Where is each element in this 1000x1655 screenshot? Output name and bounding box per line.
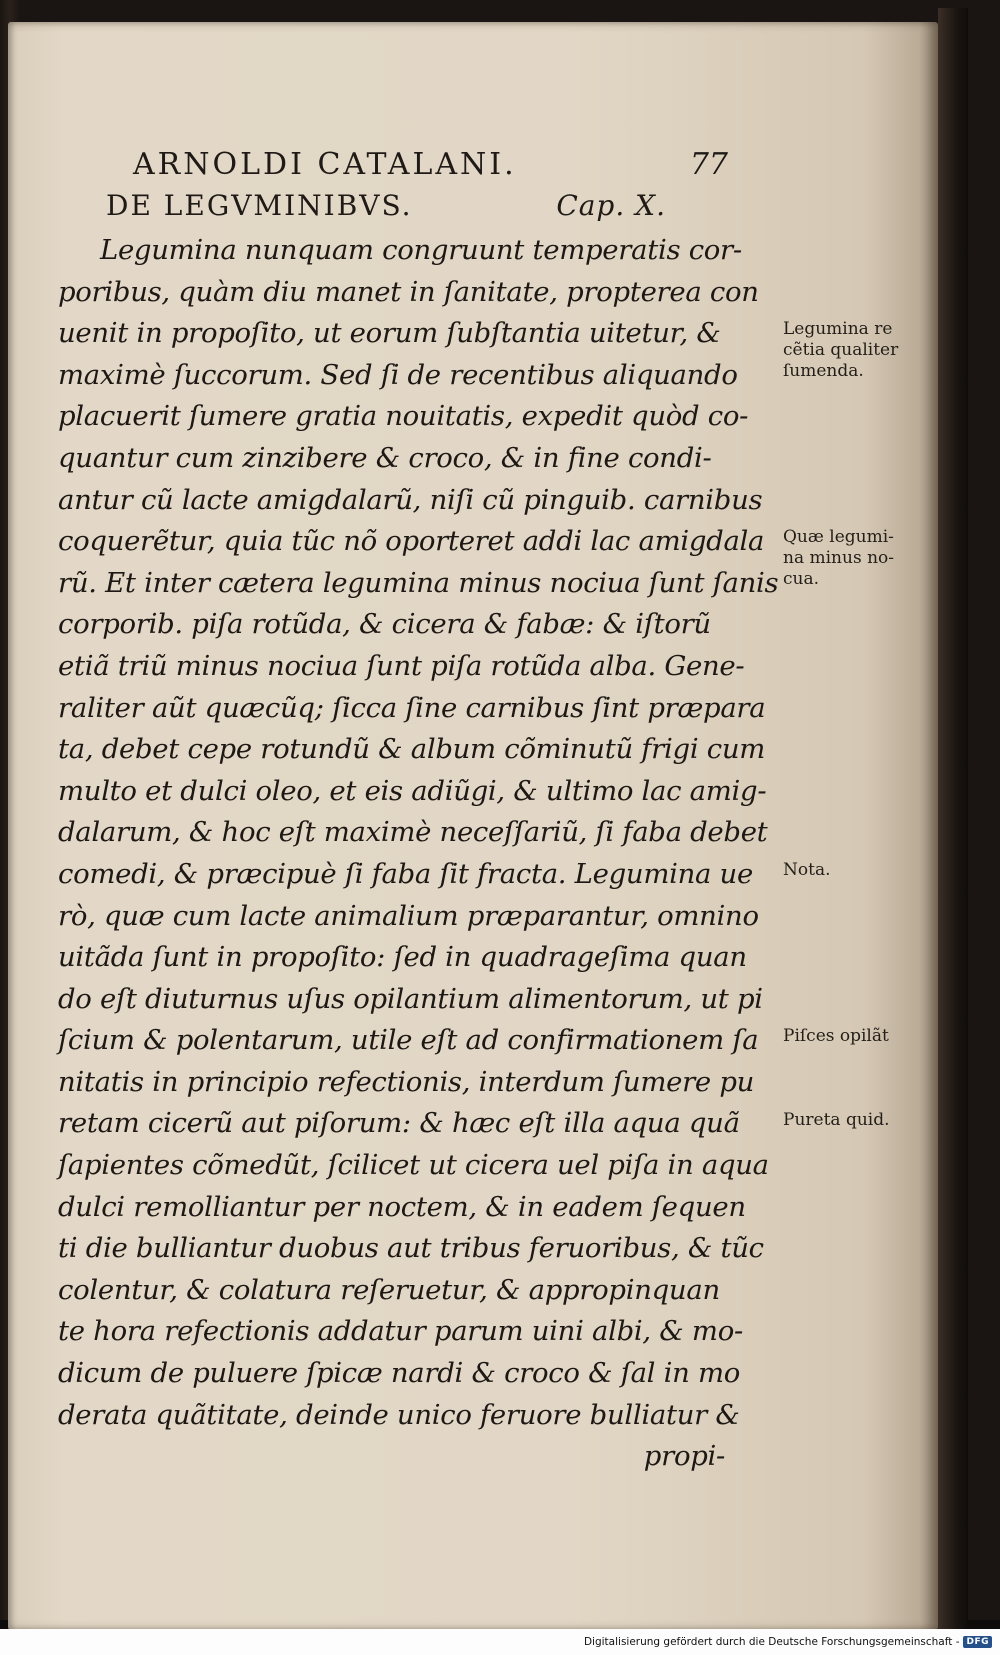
- text-line: raliter aũt quæcũq; ſicca ſine carnibus ſint præpara: [58, 691, 766, 724]
- text-line: colentur, & colatura reſeruetur, & appropinquan: [58, 1273, 720, 1306]
- text-line: do eſt diuturnus uſus opilantium alimentorum, ut pi: [58, 982, 763, 1015]
- text-line: coquerẽtur, quia tũc nõ oporteret addi lac amigdala: [58, 525, 765, 558]
- text-line: maximè ſuccorum. Sed ſi de recentibus aliquando: [58, 358, 738, 391]
- text-line: Legumina nunquam congruunt temperatis cor-: [100, 234, 742, 266]
- text-line: poribus, quàm diu manet in ſanitate, propterea con: [58, 275, 759, 308]
- text-line: dulci remolliantur per noctem, & in eadem ſequen: [58, 1190, 746, 1223]
- margin-note: Piſces opilãt: [783, 1026, 889, 1047]
- margin-note: Legumina re cẽtia qualiter ſumenda.: [783, 319, 899, 382]
- chapter-heading: [106, 188, 666, 224]
- text-line: rò, quæ cum lacte animalium præparantur, omnino: [58, 899, 759, 932]
- margin-note: Pureta quid.: [783, 1109, 890, 1130]
- catchword: propi-: [643, 1440, 725, 1473]
- text-line: nitatis in principio refectionis, interdum ſumere pu: [58, 1065, 755, 1098]
- text-line: etiã triũ minus nociua ſunt piſa rotũda alba. Gene-: [58, 649, 745, 682]
- text-line: quantur cum zinzibere & croco, & in fine condi-: [58, 441, 712, 474]
- text-line: ti die bulliantur duobus aut tribus feruoribus, & tũc: [58, 1232, 764, 1265]
- chapter-number: Cap. X.: [556, 189, 666, 222]
- running-head: [133, 146, 728, 184]
- text-line: corporib. piſa rotũda, & cicera & fabæ: & iſtorũ: [58, 608, 711, 641]
- text-line: uenit in propoſito, ut eorum ſubſtantia uitetur, &: [58, 317, 721, 350]
- text-line: dicum de puluere ſpicæ nardi & croco & ſal in mo: [58, 1357, 741, 1390]
- text-line: derata quãtitate, deinde unico feruore bulliatur &: [58, 1398, 740, 1431]
- text-line: ta, debet cepe rotundũ & album cõminutũ frigi cum: [58, 733, 766, 766]
- text-line: rũ. Et inter cætera legumina minus nociua ſunt ſanis: [58, 566, 779, 599]
- text-line: antur cũ lacte amigdalarũ, niſi cũ pinguib. carnibus: [58, 483, 763, 516]
- digitization-footer: [0, 1629, 1000, 1655]
- book-edge: [938, 8, 968, 1633]
- page-number: 77: [689, 147, 728, 182]
- text-line: comedi, & præcipuè ſi faba ſit fracta. Legumina ue: [58, 857, 753, 890]
- body-text: [58, 230, 899, 1478]
- footer-credit: Digitalisierung gefördert durch die Deutsche Forschungsgemeinschaft -: [583, 1636, 960, 1648]
- margin-note: Quæ legumi- na minus no- cua.: [783, 527, 894, 590]
- dfg-logo-icon: DFG: [963, 1636, 992, 1648]
- text-line: ſapientes cõmedũt, ſcilicet ut cicera uel piſa in aqua: [58, 1149, 769, 1182]
- text-line: placuerit ſumere gratia nouitatis, expedit quòd co-: [58, 400, 749, 433]
- book-page: [8, 22, 938, 1630]
- text-line: retam cicerũ aut piſorum: & hæc eſt illa aqua quã: [58, 1107, 740, 1140]
- chapter-title: DE LEGVMINIBVS.: [106, 189, 413, 222]
- running-title: ARNOLDI CATALANI.: [133, 147, 517, 182]
- text-line: multo et dulci oleo, et eis adiũgi, & ultimo lac amig-: [58, 774, 767, 807]
- text-line: ſcium & polentarum, utile eſt ad confirmationem ſa: [58, 1024, 759, 1057]
- text-line: te hora refectionis addatur parum uini albi, & mo-: [58, 1315, 743, 1348]
- margin-note: Nota.: [783, 860, 831, 880]
- text-line: uitãda ſunt in propoſito: ſed in quadrageſima quan: [58, 941, 747, 974]
- text-line: dalarum, & hoc eſt maximè neceſſariũ, ſi faba debet: [58, 816, 768, 849]
